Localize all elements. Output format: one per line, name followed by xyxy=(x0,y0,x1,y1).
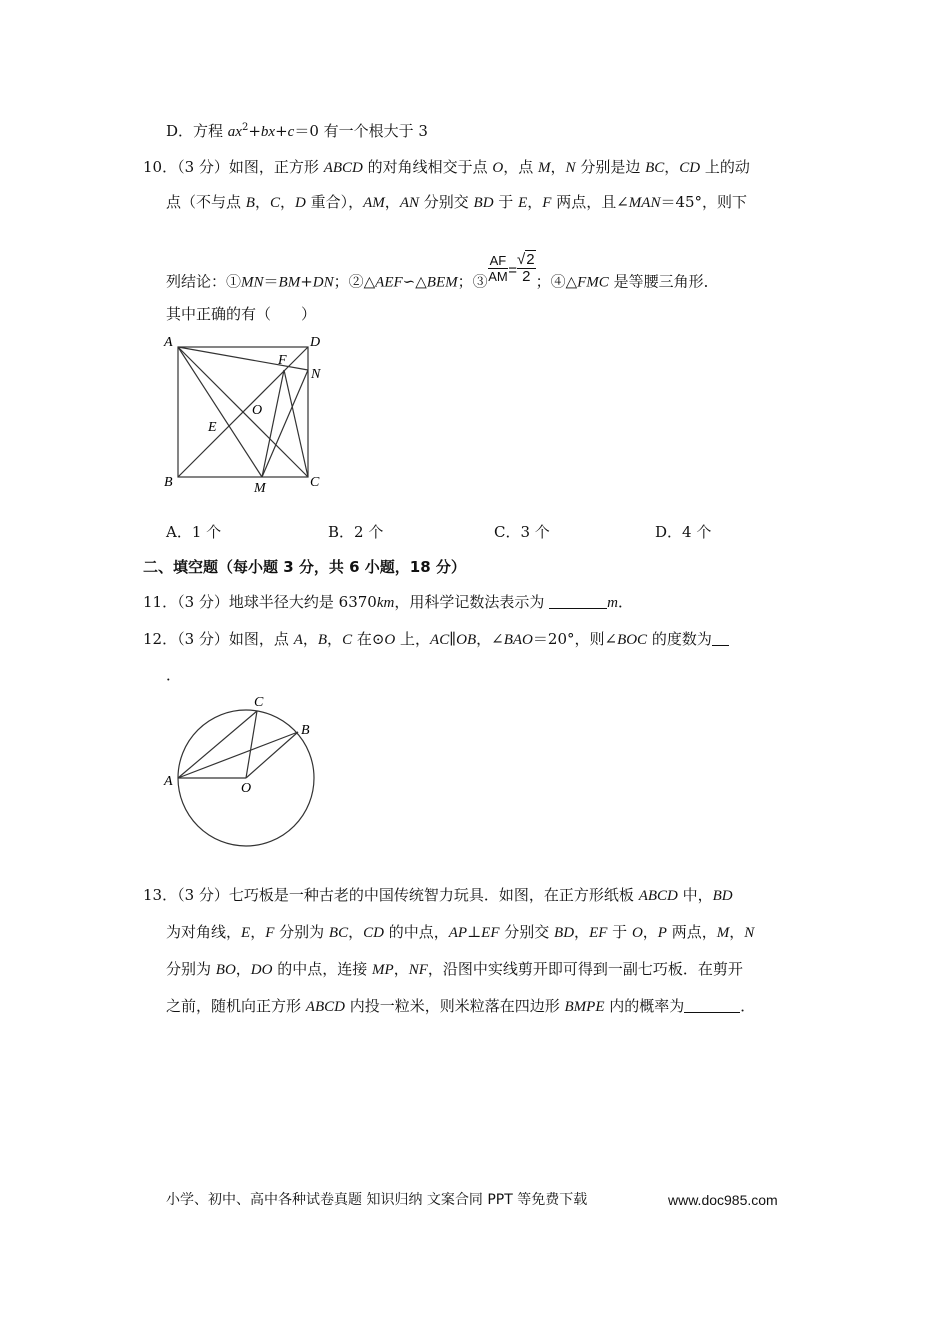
q11 xyxy=(143,592,633,613)
q13-ap: AP xyxy=(448,925,468,941)
q10-fig-m: M xyxy=(254,481,266,495)
q13-n: N xyxy=(744,925,755,941)
section-2-title: 二、填空题（每小题 3 分，共 6 小题，18 分） xyxy=(143,558,466,576)
q12-a: A xyxy=(293,632,303,648)
q11-unit-m: m xyxy=(607,595,618,611)
q10-dn: DN xyxy=(312,274,334,291)
q13-cd: CD xyxy=(363,925,384,941)
q12-o: O xyxy=(384,632,396,648)
q13-answer-blank[interactable] xyxy=(684,998,740,1013)
q13-l2j: ， xyxy=(642,923,658,941)
q10-l2f: 分别交 xyxy=(418,193,474,211)
q11-number: 11． xyxy=(143,593,178,611)
q10-fraction xyxy=(488,253,509,284)
q10-c: C xyxy=(269,195,280,211)
q9d-tail: ＝0 有一个根大于 3 xyxy=(294,122,428,140)
q12-fig-c: C xyxy=(254,695,264,710)
q10-l4: 其中正确的有（ ） xyxy=(166,305,317,323)
q12-t6: ∥ xyxy=(449,630,457,648)
q12-line-ob xyxy=(246,732,298,778)
q12-t5: 上， xyxy=(395,630,431,648)
q10-fig-o: O xyxy=(252,403,263,418)
q10-l3a: 列结论：① xyxy=(166,272,242,291)
q10-fig-d: D xyxy=(310,335,321,350)
q13-ef: EF xyxy=(481,925,500,941)
q12-boc: BOC xyxy=(617,632,648,648)
q13-l2e: 的中点， xyxy=(383,923,449,941)
q12-ob: OB xyxy=(456,632,477,648)
q10-fig-c: C xyxy=(310,475,320,490)
q13-l2l: ， xyxy=(729,923,745,941)
q13-l2g: 分别交 xyxy=(499,923,555,941)
q10-cd: CD xyxy=(679,160,701,176)
q13-l1b: 中， xyxy=(677,886,713,904)
q12-fig-b: B xyxy=(301,723,310,738)
q13-l3e: ，沿图中实线剪开即可得到一副七巧板．在剪开 xyxy=(427,960,743,978)
q10-frac-den: AM xyxy=(488,269,508,284)
q10-bd: BD xyxy=(473,195,494,211)
q10-t6: 上的动 xyxy=(700,158,750,176)
q13-nf: NF xyxy=(408,962,428,978)
q12-fig-a: A xyxy=(164,774,173,789)
q10-line-fc xyxy=(284,370,308,477)
q13-bmpe: BMPE xyxy=(564,999,605,1015)
q11-unit-km: km xyxy=(376,595,395,611)
q10-n: N xyxy=(565,160,576,176)
q13-l3b: ， xyxy=(235,960,251,978)
q10-l2g: 于 xyxy=(493,193,519,211)
q13-abcd: ABCD xyxy=(638,888,678,904)
q10-l3h: 是等腰三角形． xyxy=(608,272,719,291)
q10-sqrt-val: 2 xyxy=(526,251,535,268)
q9d-bx: bx xyxy=(260,124,276,140)
q10-l3c: + xyxy=(300,272,313,291)
q10-l2d: 重合）， xyxy=(305,193,364,211)
q13-f: F xyxy=(265,925,275,941)
q12-t7: ，∠ xyxy=(476,630,504,648)
q12-t8: ＝20°，则∠ xyxy=(532,630,618,648)
q13-mp: MP xyxy=(372,962,394,978)
q10-l2a: 点（不与点 xyxy=(166,193,246,211)
q9d-sup: 2 xyxy=(241,122,249,133)
q10-line-fm xyxy=(262,370,284,477)
q12-t9: 的度数为 xyxy=(647,630,712,648)
q10-f: F xyxy=(542,195,552,211)
q13-l1a: （3 分）七巧板是一种古老的中国传统智力玩具．如图，在正方形纸板 xyxy=(177,886,639,904)
q10-l2b: ， xyxy=(254,193,270,211)
q10-figure xyxy=(160,330,340,495)
q10-l3e: ∽△ xyxy=(402,272,427,291)
q12-line-ab xyxy=(178,732,298,778)
q13-l3a: 分别为 xyxy=(166,960,216,978)
q12-c: C xyxy=(342,632,353,648)
footer-text: 小学、初中、高中各种试卷真题 知识归纳 文案合同 PPT 等免费下载 xyxy=(166,1192,588,1208)
q13-bc: BC xyxy=(328,925,349,941)
q11-answer-blank[interactable] xyxy=(549,594,607,609)
q10-t5: ， xyxy=(664,158,680,176)
q10-l2i: 两点，且∠ xyxy=(551,193,629,211)
q12-line-oc xyxy=(246,711,257,778)
q12-ac: AC xyxy=(430,632,450,648)
q10-fig-a: A xyxy=(164,335,173,350)
footer-url[interactable]: www.doc985.com xyxy=(668,1192,778,1208)
q12-t2: ， xyxy=(302,630,318,648)
q10-line4 xyxy=(166,304,316,324)
q10-l2e: ， xyxy=(384,193,400,211)
q12-answer-blank[interactable] xyxy=(712,631,729,646)
q13-m: M xyxy=(716,925,730,941)
q12-line1 xyxy=(143,629,729,650)
q10-fig-n: N xyxy=(311,367,321,382)
q10-l2c: ， xyxy=(279,193,295,211)
q13-l2h: ， xyxy=(574,923,590,941)
q12-line-ac xyxy=(178,711,257,778)
q13-l4b: 内投一粒米，则米粒落在四边形 xyxy=(344,997,565,1015)
q12-bao: BAO xyxy=(503,632,533,648)
q13-l3d: ， xyxy=(393,960,409,978)
q13-end: ． xyxy=(740,997,756,1015)
q13-l2d: ， xyxy=(348,923,364,941)
q13-bo: BO xyxy=(215,962,236,978)
q13-bd2: BD xyxy=(554,925,575,941)
q10-fig-b: B xyxy=(164,475,173,490)
q10-m: M xyxy=(538,160,551,176)
q10-bc: BC xyxy=(645,160,665,176)
q10-line2 xyxy=(166,192,747,213)
q13-ef2: EF xyxy=(589,925,608,941)
q10-fmc: FMC xyxy=(577,274,609,291)
q13-line2 xyxy=(166,922,754,943)
q9d-plus2: + xyxy=(275,122,288,140)
q10-option-c: C．3 个 xyxy=(494,523,550,541)
q13-do: DO xyxy=(250,962,273,978)
q11-text2: ，用科学记数法表示为 xyxy=(394,593,550,611)
q12-fig-o: O xyxy=(241,781,252,796)
q11-text: （3 分）地球半径大约是 6370 xyxy=(177,593,377,611)
q10-number: 10． xyxy=(143,158,178,176)
q10-l3g: ；④△ xyxy=(535,272,578,291)
q13-line4 xyxy=(166,996,755,1017)
q10-frac-num: AF xyxy=(489,253,507,268)
q10-t2: ，点 xyxy=(503,158,539,176)
q10-am: AM xyxy=(363,195,385,211)
q13-e: E xyxy=(241,925,251,941)
q10-sqrt-fraction: $\frac{√2}{2}$ xyxy=(517,251,535,285)
q9d-label: D．方程 xyxy=(166,122,228,140)
q10-t3: ， xyxy=(550,158,566,176)
q13-o: O xyxy=(631,925,643,941)
q10-l3b: ＝ xyxy=(263,272,279,291)
q13-line3 xyxy=(166,959,743,980)
q10-t1: 的对角线相交于点 xyxy=(362,158,493,176)
q10-abcd: ABCD xyxy=(323,160,363,176)
q13-l2b: ， xyxy=(250,923,266,941)
q13-p: P xyxy=(657,925,667,941)
q10-l2h: ， xyxy=(527,193,543,211)
q10-t4: 分别是边 xyxy=(575,158,646,176)
q13-bd: BD xyxy=(712,888,733,904)
q10-line-am xyxy=(178,347,262,477)
q10-b: B xyxy=(245,195,255,211)
q10-fig-f: F xyxy=(278,353,287,368)
q11-end: ． xyxy=(617,593,633,611)
q13-l2i: 于 xyxy=(607,923,632,941)
q13-l4c: 内的概率为 xyxy=(604,997,685,1015)
q9-option-d xyxy=(166,118,428,142)
q13-l4a: 之前，随机向正方形 xyxy=(166,997,306,1015)
q10-option-b: B．2 个 xyxy=(328,523,384,541)
q10-bem: BEM xyxy=(426,274,458,291)
q10-sqrt-den: 2 xyxy=(517,268,536,285)
q10-option-d: D．4 个 xyxy=(655,523,712,541)
q10-eq: = xyxy=(508,261,518,279)
q13-line1 xyxy=(143,885,733,906)
q10-mn: MN xyxy=(241,274,264,291)
q9d-ax: ax xyxy=(227,124,242,140)
q12-t3: ， xyxy=(327,630,343,648)
q9d-plus1: + xyxy=(248,122,261,140)
q13-l2f: ⊥ xyxy=(467,923,482,941)
q10-l2j: ＝45°，则下 xyxy=(660,193,748,211)
q10-aef: AEF xyxy=(375,274,403,291)
q13-l2k: 两点， xyxy=(666,923,717,941)
q10-line1 xyxy=(143,157,750,178)
q9d-c: c xyxy=(287,124,295,140)
q12-t4: 在⊙ xyxy=(352,630,385,648)
q10-an: AN xyxy=(399,195,419,211)
q12-end: ． xyxy=(166,666,182,684)
q12-number: 12． xyxy=(143,630,178,648)
q10-fig-e: E xyxy=(208,420,217,435)
q10-t0: （3 分）如图，正方形 xyxy=(177,158,324,176)
q12-b: B xyxy=(317,632,328,648)
q10-man: MAN xyxy=(628,195,661,211)
q10-line3 xyxy=(166,251,719,299)
q10-l3d: ；②△ xyxy=(333,272,376,291)
q12-figure xyxy=(160,690,320,850)
q13-abcd2: ABCD xyxy=(305,999,345,1015)
q10-o: O xyxy=(492,160,504,176)
q10-d: D xyxy=(295,195,306,211)
q10-option-a: A．1 个 xyxy=(166,523,222,541)
q10-bm: BM xyxy=(278,274,301,291)
q13-l2c: 分别为 xyxy=(274,923,329,941)
q13-number: 13． xyxy=(143,886,178,904)
q13-l2a: 为对角线， xyxy=(166,923,242,941)
q13-l3c: 的中点，连接 xyxy=(272,960,373,978)
q10-l3f: ；③ xyxy=(457,272,488,291)
q12-t1: （3 分）如图，点 xyxy=(177,630,294,648)
q10-e: E xyxy=(518,195,528,211)
